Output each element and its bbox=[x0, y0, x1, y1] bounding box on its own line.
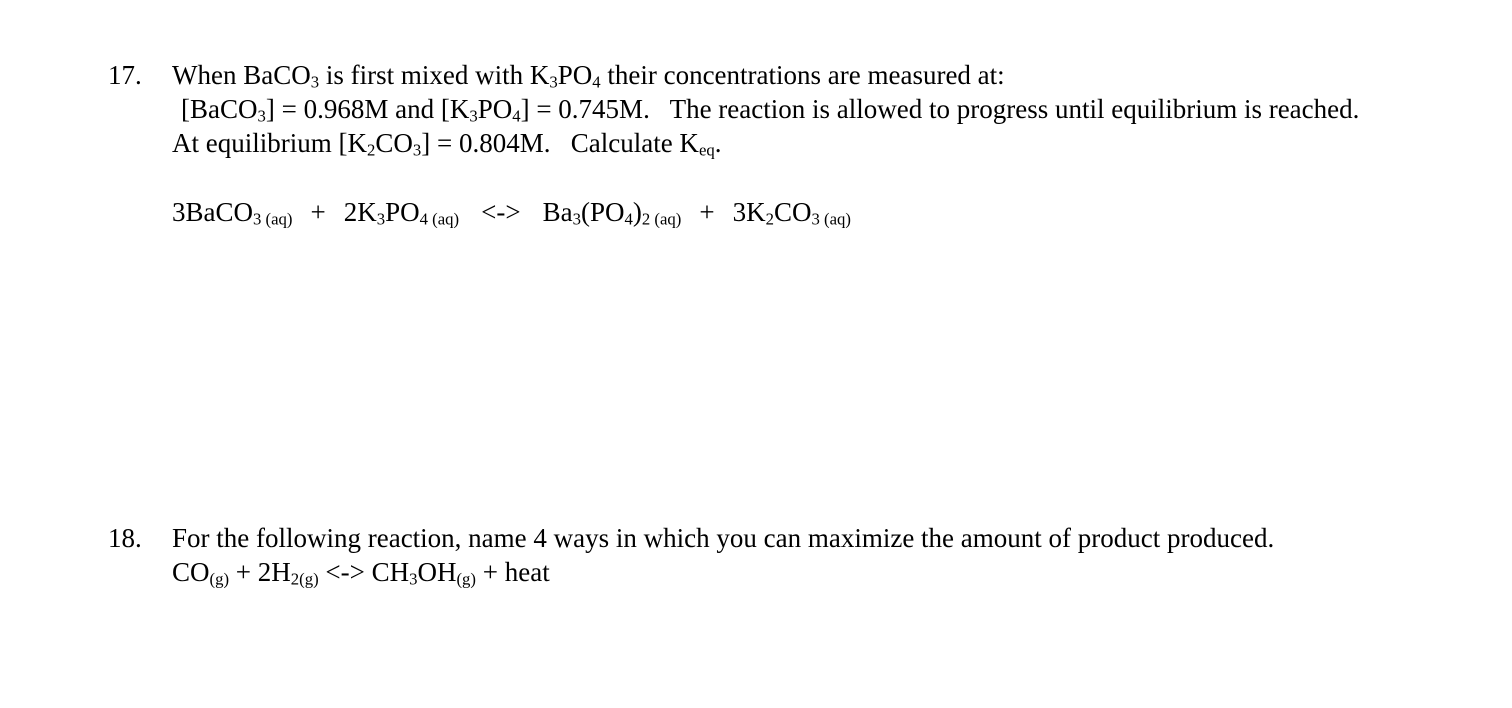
question-18-number: 18. bbox=[108, 523, 142, 553]
question-18-equation: $CO_{(g)} + 2H_{2(g)}$ <-> $CH_3OH_{(g)}$ + heat bbox=[172, 557, 550, 589]
question-17-line-3: At equilibrium $[K_2CO_3] = 0.804M$. Calculate $K_{eq}$. bbox=[172, 128, 722, 160]
question-18-line-1: For the following reaction, name 4 ways in which you can maximize the amount of product produced. bbox=[172, 523, 1275, 553]
question-17-number: 17. bbox=[108, 60, 142, 90]
question-17-line-1: When BaCO$_3$ is first mixed with $K_3PO_4$ their concentrations are measured at: bbox=[172, 60, 1005, 92]
question-17-equation: 3BaCO3 $(aq) + 2K_3PO4$ (aq) <-> $Ba_3(PO_4)2$ $(aq) + 3K_2CO3$ (aq) bbox=[172, 197, 851, 229]
question-17-line-2: [BaCO$_3$] = 0.968M and $[K_3PO_4] = 0.745M$. The reaction is allowed to progress until equilibrium is reached. bbox=[181, 94, 1360, 126]
